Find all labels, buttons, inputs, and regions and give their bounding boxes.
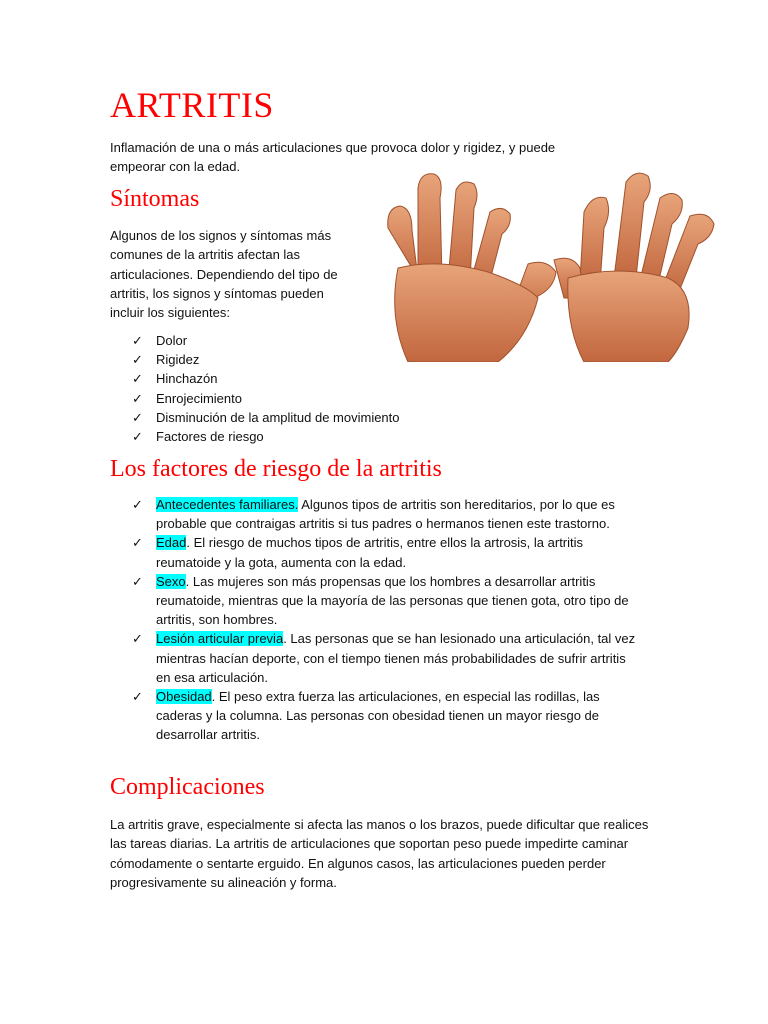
checkmark-icon: ✓ bbox=[132, 689, 143, 705]
symptoms-heading: Síntomas bbox=[110, 186, 200, 212]
list-item: ✓ Edad. El riesgo de muchos tipos de artritis, entre ellos la artrosis, la artritis reumatoide y la gota, aumenta con la edad. bbox=[132, 535, 584, 570]
symptoms-list bbox=[132, 331, 400, 446]
list-item: ✓ Disminución de la amplitud de movimiento bbox=[132, 408, 400, 427]
highlighted-term: Lesión articular previa bbox=[156, 631, 284, 647]
highlighted-term: Edad bbox=[156, 535, 187, 551]
right-hand bbox=[554, 173, 714, 362]
list-item: ✓ Lesión articular previa. Las personas que se han lesionado una articulación, tal vez mientras hacían deporte, con el tiempo tienen más probabilidades de sufrir artritis en esa articulación. bbox=[132, 631, 636, 685]
arthritic-hands-image bbox=[378, 168, 718, 362]
checkmark-icon: ✓ bbox=[132, 535, 143, 551]
complications-heading: Complicaciones bbox=[110, 774, 265, 800]
checkmark-icon: ✓ bbox=[132, 352, 143, 368]
list-item: ✓ Obesidad. El peso extra fuerza las articulaciones, en especial las rodillas, las caderas y la columna. Las personas con obesidad tienen un mayor riesgo de desarrollar artritis. bbox=[132, 689, 600, 743]
highlighted-term: Obesidad bbox=[156, 689, 212, 705]
list-item: ✓ Dolor bbox=[132, 331, 400, 350]
checkmark-icon: ✓ bbox=[132, 409, 143, 425]
list-item: ✓ Factores de riesgo bbox=[132, 427, 400, 446]
left-hand bbox=[388, 174, 556, 362]
symptoms-paragraph: Algunos de los signos y síntomas más comunes de la artritis afectan las articulaciones. Dependiendo del tipo de artritis, los signos y síntomas pueden incluir los siguientes: bbox=[110, 228, 338, 321]
page-title: ARTRITIS bbox=[110, 85, 274, 125]
checkmark-icon: ✓ bbox=[132, 429, 143, 445]
highlighted-term: Sexo bbox=[156, 573, 186, 589]
risk-factors-heading: Los factores de riesgo de la artritis bbox=[110, 456, 442, 482]
risk-factors-list bbox=[132, 495, 642, 745]
list-item: ✓ Hinchazón bbox=[132, 369, 400, 388]
checkmark-icon: ✓ bbox=[132, 390, 143, 406]
checkmark-icon: ✓ bbox=[132, 333, 143, 348]
list-item: ✓ Rigidez bbox=[132, 350, 400, 369]
checkmark-icon: ✓ bbox=[132, 371, 143, 387]
highlighted-term: Antecedentes familiares. bbox=[156, 497, 299, 512]
checkmark-icon: ✓ bbox=[132, 497, 143, 512]
checkmark-icon: ✓ bbox=[132, 631, 143, 647]
list-item: ✓ Antecedentes familiares. Algunos tipos de artritis son hereditarios, por lo que es probable que contraigas artritis si tus padres o hermanos tienen este trastorno. bbox=[132, 497, 615, 532]
checkmark-icon: ✓ bbox=[132, 573, 143, 589]
list-item: ✓ Sexo. Las mujeres son más propensas que los hombres a desarrollar artritis reumatoide, mientras que la mayoría de las personas que tienen gota, otro tipo de artritis, son hombres. bbox=[132, 573, 629, 628]
intro-paragraph: Inflamación de una o más articulaciones que provoca dolor y rigidez, y puede empeorar con la edad. bbox=[110, 140, 556, 175]
list-item: ✓ Enrojecimiento bbox=[132, 389, 400, 408]
complications-paragraph: La artritis grave, especialmente si afecta las manos o los brazos, puede dificultar que realices las tareas diarias. La artritis de articulaciones que soportan peso puede impedirte caminar cómodamente o sentarte erguido. En algunos casos, las articulaciones pueden perder progresivamente su alineación y forma. bbox=[110, 817, 649, 890]
